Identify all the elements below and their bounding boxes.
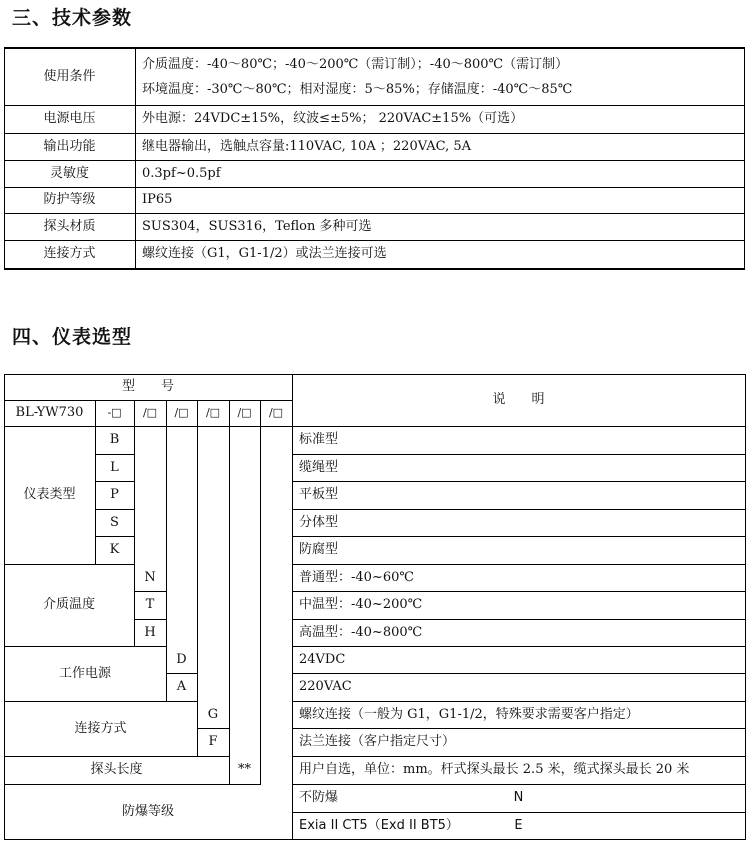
desc-row-rule bbox=[292, 509, 746, 510]
desc-row-rule bbox=[292, 646, 746, 647]
spec-label: 输出功能 bbox=[43, 138, 96, 154]
table-mid-rule bbox=[135, 47, 136, 270]
header-rule bbox=[4, 426, 746, 427]
model-slot: /□ bbox=[268, 406, 284, 419]
option-code: B bbox=[109, 432, 120, 447]
spec-value: 继电器输出，选触点容量:110VAC, 10A ；220VAC, 5A bbox=[142, 138, 472, 154]
desc-row-rule bbox=[292, 728, 746, 729]
row-rule bbox=[4, 160, 745, 161]
group-label: 防爆等级 bbox=[121, 803, 174, 819]
option-description: Exia II CT5（Exd II BT5） bbox=[299, 817, 459, 833]
spec-label: 防护等级 bbox=[43, 192, 96, 207]
option-description: 用户自选，单位：mm。杆式探头最长 2.5 米，缆式探头最长 20 米 bbox=[299, 762, 690, 777]
section-heading-specs: 三、技术参数 bbox=[12, 7, 133, 29]
row-rule bbox=[4, 105, 745, 106]
description-header: 说 明 bbox=[492, 392, 545, 407]
desc-row-rule bbox=[292, 481, 746, 482]
option-code: ** bbox=[238, 762, 251, 777]
desc-row-rule bbox=[292, 536, 746, 537]
group-rule bbox=[4, 701, 198, 702]
desc-row-rule bbox=[292, 619, 746, 620]
table-right-rule bbox=[745, 374, 746, 840]
model-number: BL-YW730 bbox=[15, 405, 84, 420]
spec-label: 电源电压 bbox=[43, 111, 96, 126]
option-description: 不防爆 bbox=[299, 790, 339, 805]
spec-value: 0.3pf~0.5pf bbox=[142, 165, 221, 181]
group-rule bbox=[4, 784, 261, 785]
code-row-rule bbox=[95, 454, 135, 455]
option-description: 法兰连接（客户指定尺寸） bbox=[299, 734, 456, 749]
code-row-rule bbox=[197, 728, 230, 729]
header-rule bbox=[4, 400, 293, 401]
option-code: L bbox=[110, 459, 119, 475]
row-rule bbox=[4, 133, 745, 134]
spec-value: SUS304，SUS316，Teflon 多种可选 bbox=[142, 218, 372, 234]
group-rule bbox=[4, 646, 167, 647]
column-rule bbox=[229, 426, 230, 785]
column-rule bbox=[292, 426, 293, 840]
table-right-rule bbox=[744, 47, 745, 270]
spec-label: 探头材质 bbox=[43, 218, 96, 234]
option-code: P bbox=[110, 487, 119, 502]
column-rule bbox=[260, 426, 261, 785]
section-heading-selection: 四、仪表选型 bbox=[12, 326, 133, 348]
desc-row-rule bbox=[292, 756, 746, 757]
group-label: 连接方式 bbox=[74, 720, 127, 736]
code-row-rule bbox=[292, 812, 746, 813]
code-row-rule bbox=[95, 509, 135, 510]
table-top-rule bbox=[4, 48, 745, 49]
desc-row-rule bbox=[292, 564, 746, 565]
desc-row-rule bbox=[292, 454, 746, 455]
group-rule bbox=[4, 564, 135, 565]
option-description: 防腐型 bbox=[299, 542, 339, 557]
model-slot: -□ bbox=[107, 406, 122, 419]
spec-value: IP65 bbox=[142, 192, 173, 207]
table-bottom-rule bbox=[4, 269, 745, 270]
option-code: H bbox=[144, 624, 156, 640]
option-description: 普通型：-40~60℃ bbox=[299, 569, 414, 585]
option-code: E bbox=[514, 817, 523, 833]
option-description: 平板型 bbox=[299, 487, 339, 502]
option-description: 中温型：-40~200℃ bbox=[299, 597, 423, 612]
code-row-rule bbox=[134, 591, 167, 592]
spec-value: 环境温度：-30℃～80℃；相对湿度：5～85%；存储温度：-40℃～85℃ bbox=[142, 81, 573, 97]
group-label: 仪表类型 bbox=[23, 487, 76, 502]
group-rule bbox=[4, 839, 746, 840]
row-rule bbox=[4, 213, 745, 214]
code-row-rule bbox=[95, 481, 135, 482]
option-description: 高温型：-40~800℃ bbox=[299, 624, 423, 640]
desc-row-rule bbox=[292, 784, 746, 785]
row-rule bbox=[4, 240, 745, 241]
option-description: 标准型 bbox=[299, 432, 339, 447]
desc-row-rule bbox=[292, 591, 746, 592]
option-code: N bbox=[144, 569, 156, 585]
group-label: 探头长度 bbox=[90, 762, 143, 777]
option-code: S bbox=[110, 514, 119, 530]
spec-label: 连接方式 bbox=[43, 246, 96, 261]
model-slot: /□ bbox=[142, 406, 158, 419]
group-label: 介质温度 bbox=[42, 597, 95, 612]
option-code: A bbox=[176, 679, 187, 694]
option-code: K bbox=[109, 542, 120, 557]
spec-label: 灵敏度 bbox=[49, 165, 89, 181]
model-header: 型 号 bbox=[121, 379, 174, 394]
code-row-rule bbox=[166, 673, 198, 674]
desc-row-rule bbox=[292, 701, 746, 702]
option-description: 220VAC bbox=[299, 679, 352, 694]
model-slot: /□ bbox=[174, 406, 189, 419]
option-description: 分体型 bbox=[299, 514, 339, 530]
spec-value: 螺纹连接（G1，G1-1/2）或法兰连接可选 bbox=[142, 246, 387, 261]
option-description: 螺纹连接（一般为 G1，G1-1/2，特殊要求需要客户指定） bbox=[299, 706, 639, 722]
option-code: D bbox=[176, 651, 187, 667]
code-row-rule bbox=[134, 619, 167, 620]
option-description: 缆绳型 bbox=[299, 459, 339, 475]
model-slot: /□ bbox=[205, 406, 221, 419]
row-rule bbox=[4, 187, 745, 188]
model-slot: /□ bbox=[237, 406, 252, 419]
option-code: N bbox=[513, 790, 524, 805]
option-code: G bbox=[207, 706, 219, 722]
spec-value: 外电源：24VDC±15%，纹波≤±5%； 220VAC±15%（可选） bbox=[142, 111, 524, 126]
option-code: T bbox=[145, 597, 155, 612]
spec-label: 使用条件 bbox=[43, 68, 96, 84]
desc-row-rule bbox=[292, 673, 746, 674]
spec-value: 介质温度：-40～80℃；-40～200℃（需订制）；-40～800℃（需订制） bbox=[142, 56, 569, 72]
option-description: 24VDC bbox=[299, 651, 346, 667]
group-label: 工作电源 bbox=[58, 665, 111, 681]
option-code: F bbox=[208, 734, 218, 749]
group-rule bbox=[4, 756, 230, 757]
table-top-rule bbox=[4, 374, 746, 375]
code-row-rule bbox=[95, 536, 135, 537]
